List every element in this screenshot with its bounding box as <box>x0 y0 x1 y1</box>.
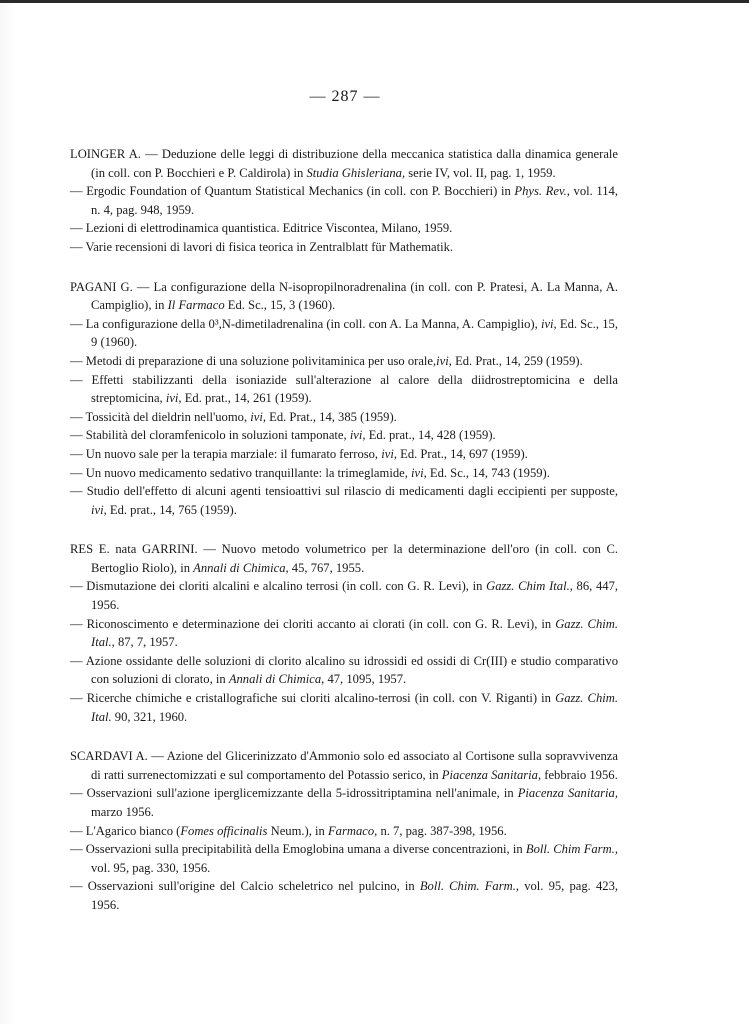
entry-dash: — <box>70 184 87 199</box>
publication-title: Fomes officinalis <box>180 823 268 838</box>
entry-text: vol. 114, n. 4, pag. 948, 1959. <box>91 184 618 217</box>
entry-text: Riconoscimento e determinazione dei cloriti accanto ai clorati (in coll. con G. R. Levi), in <box>86 616 556 631</box>
entry-text: La configurazione della N-isopropilnoradrenalina (in coll. con P. Pratesi, A. La Manna, A. Campiglio), in <box>91 279 618 313</box>
publication-title: Gazz. Chim. Ital. <box>91 691 618 724</box>
bibliography-entry <box>70 784 618 821</box>
entry-text: Dismutazione dei cloriti alcalini e alcalino terrosi (in coll. con G. R. Levi), in <box>86 579 487 594</box>
page-number: — 287 — <box>309 88 381 105</box>
entry-text: 87, 7, 1957. <box>114 635 178 650</box>
entry-dash: — <box>70 239 86 254</box>
publication-title: Boll. Chim Farm., <box>525 842 618 857</box>
entry-dash: — <box>70 465 86 480</box>
entry-text: Stabilità del cloramfenicolo in soluzioni tamponate, <box>85 428 350 443</box>
publication-title: ivi, <box>250 409 266 424</box>
entry-text: Azione ossidante delle soluzioni di clorito alcalino su idrossidi ed ossidi di Cr(III) e studio comparativo con soluzioni di clorato, in <box>85 653 618 687</box>
bibliography-entry <box>70 145 618 182</box>
entry-text: 86, 447, 1956. <box>91 579 619 613</box>
entry-text: 90, 321, 1960. <box>111 709 188 724</box>
bibliography-entry <box>70 352 618 371</box>
bibliography-entry <box>70 747 618 784</box>
entry-text: Ricerche chimiche e cristallografiche sui cloriti alcalino-terrosi (in coll. con V. Riganti) in <box>86 691 556 706</box>
entry-dash: — <box>70 428 86 443</box>
entry-text: Azione del Glicerinizzato d'Ammonio solo ed associato al Cortisone sulla sopravvivenza di ratti surrenectomizzati e sul comportamento del Potassio serico, in <box>91 749 618 782</box>
entry-dash: — <box>70 221 86 236</box>
author-section <box>70 747 618 914</box>
bibliography-entry <box>70 238 618 257</box>
entry-text: 47, 1095, 1957. <box>324 672 407 687</box>
entry-dash: — <box>70 484 87 499</box>
bibliography-entry <box>70 219 618 238</box>
entry-dash: — <box>70 446 86 461</box>
entry-text: La configurazione della 0³,N-dimetiladrenalina (in coll. con A. La Manna, A. Campiglio), <box>85 316 541 331</box>
author-name: PAGANI G. — <box>70 279 154 294</box>
publication-title: Farmaco, <box>327 823 378 838</box>
entry-text: Neum.), in <box>267 823 328 838</box>
entry-text: 45, 767, 1955. <box>288 560 365 575</box>
bibliography-entry <box>70 464 618 483</box>
bibliography-entry <box>70 540 618 577</box>
bibliography-entry <box>70 182 618 219</box>
entry-dash: — <box>70 372 92 387</box>
entry-text: Lezioni di elettrodinamica quantistica. Editrice Viscontea, Milano, 1959. <box>85 221 453 236</box>
bibliography-entry <box>70 315 618 352</box>
bibliography-entry <box>70 615 618 652</box>
publication-title: Phys. Rev., <box>514 184 570 199</box>
bibliography-entry <box>70 408 618 427</box>
entry-text: Deduzione delle leggi di distribuzione della meccanica statistica dalla dinamica generale (in coll. con P. Bocchieri e P. Caldirola) in <box>91 147 618 180</box>
bibliography-entry <box>70 689 618 726</box>
entry-dash: — <box>70 691 87 706</box>
entry-text: Varie recensioni di lavori di fisica teorica in Zentralblatt für Mathematik. <box>85 239 454 254</box>
publication-title: ivi, <box>91 502 107 517</box>
publication-title: ivi, <box>381 446 397 461</box>
bibliography-entry <box>70 877 618 914</box>
bibliography-entry <box>70 840 618 877</box>
bibliography-entry <box>70 426 618 445</box>
entry-text: Ed. prat., 14, 765 (1959). <box>106 502 237 517</box>
entry-text: Tossicità del dieldrin nell'uomo, <box>85 409 251 424</box>
author-section <box>70 540 618 726</box>
publication-title: Il Farmaco <box>167 298 225 313</box>
entry-text: Osservazioni sull'azione iperglicemizzante della 5-idrossitriptamina nell'animale, in <box>86 786 518 801</box>
entry-dash: — <box>70 653 86 668</box>
entry-dash: — <box>70 579 87 594</box>
publication-title: ivi, <box>540 316 557 331</box>
entry-text: L'Agarico bianco ( <box>85 823 181 838</box>
bibliography-entry <box>70 482 618 519</box>
entry-text: Effetti stabilizzanti della isoniazide sull'alterazione al calore della diidrostreptomicina e della streptomicina, <box>91 372 619 406</box>
publication-title: ivi, <box>411 465 427 480</box>
entry-text: vol. 95, pag. 330, 1956. <box>91 860 211 875</box>
entry-text: Osservazioni sulla precipitabilità della Emoglobina umana a diverse concentrazioni, in <box>85 842 526 857</box>
entry-dash: — <box>70 353 86 368</box>
entry-dash: — <box>70 616 87 631</box>
entry-text: marzo 1956. <box>91 805 154 819</box>
author-name: RES E. nata GARRINI. — <box>70 542 222 557</box>
entry-text: Ed. Prat., 14, 259 (1959). <box>451 353 583 368</box>
entry-text: Ergodic Foundation of Quantum Statistical Mechanics (in coll. con P. Bocchieri) in <box>86 184 515 199</box>
author-name: SCARDAVI A. — <box>70 749 167 764</box>
publication-title: Gazz. Chim Ital., <box>486 579 573 594</box>
author-name: LOINGER A. — <box>70 147 162 161</box>
entry-text: Un nuovo medicamento sedativo tranquillante: la trimeglamide, <box>85 465 411 480</box>
entry-text: vol. 95, pag. 423, 1956. <box>91 879 619 912</box>
publication-title: Piacenza Sanitaria, <box>517 786 618 801</box>
entry-text: Studio dell'effetto di alcuni agenti tensioattivi sul rilascio di medicamenti dagli eccipienti per supposte, <box>86 484 619 499</box>
publication-title: ivi, <box>165 391 182 406</box>
entry-text: Ed. prat., 14, 261 (1959). <box>181 391 312 406</box>
entry-text: Metodi di preparazione di una soluzione polivitaminica per uso orale, <box>85 353 437 368</box>
entry-dash: — <box>70 823 86 838</box>
publication-title: Piacenza Sanitaria, <box>441 767 542 782</box>
bibliography-entry <box>70 445 618 464</box>
entry-text: serie IV, vol. II, pag. 1, 1959. <box>405 165 556 180</box>
scan-edge <box>0 0 13 1024</box>
publication-title: ivi, <box>349 428 366 443</box>
entry-text: Ed. prat., 14, 428 (1959). <box>365 428 496 443</box>
bibliography-entry <box>70 371 618 408</box>
entry-text: Ed. Sc., 15, 9 (1960). <box>91 316 618 350</box>
entry-dash: — <box>70 316 86 331</box>
bibliography-entry <box>70 652 618 689</box>
bibliography-entry <box>70 822 618 841</box>
publication-title: Annali di Chimica, <box>193 560 289 575</box>
author-section <box>70 278 618 520</box>
entry-text: febbraio 1956. <box>541 767 618 782</box>
entry-dash: — <box>70 786 87 801</box>
entry-text: n. 7, pag. 387-398, 1956. <box>377 823 507 838</box>
entry-text: Ed. Sc., 14, 743 (1959). <box>426 465 550 480</box>
bibliography-entry <box>70 278 618 315</box>
entry-text: Un nuovo sale per la terapia marziale: il fumarato ferroso, <box>85 446 382 461</box>
entry-text: Ed. Prat., 14, 697 (1959). <box>396 446 528 461</box>
entry-dash: — <box>70 409 86 424</box>
publication-title: Studia Ghisleriana, <box>306 165 406 180</box>
entry-text: Nuovo metodo volumetrico per la determinazione dell'oro (in coll. con C. Bertoglio Riolo), in <box>91 542 618 575</box>
entry-text: Osservazioni sull'origine del Calcio scheletrico nel pulcino, in <box>87 879 420 894</box>
entry-dash: — <box>70 879 88 894</box>
publication-title: Gazz. Chim. Ital., <box>91 616 618 650</box>
bibliography-entry <box>70 577 618 614</box>
publication-title: ivi, <box>436 353 452 368</box>
entry-text: Ed. Prat., 14, 385 (1959). <box>266 409 397 424</box>
bibliography <box>70 145 618 936</box>
publication-title: Boll. Chim. Farm., <box>419 879 520 894</box>
scan-top-border <box>0 0 749 3</box>
publication-title: Annali di Chimica, <box>228 672 325 687</box>
entry-dash: — <box>70 842 86 857</box>
entry-text: Ed. Sc., 15, 3 (1960). <box>224 298 336 313</box>
author-section <box>70 145 618 257</box>
